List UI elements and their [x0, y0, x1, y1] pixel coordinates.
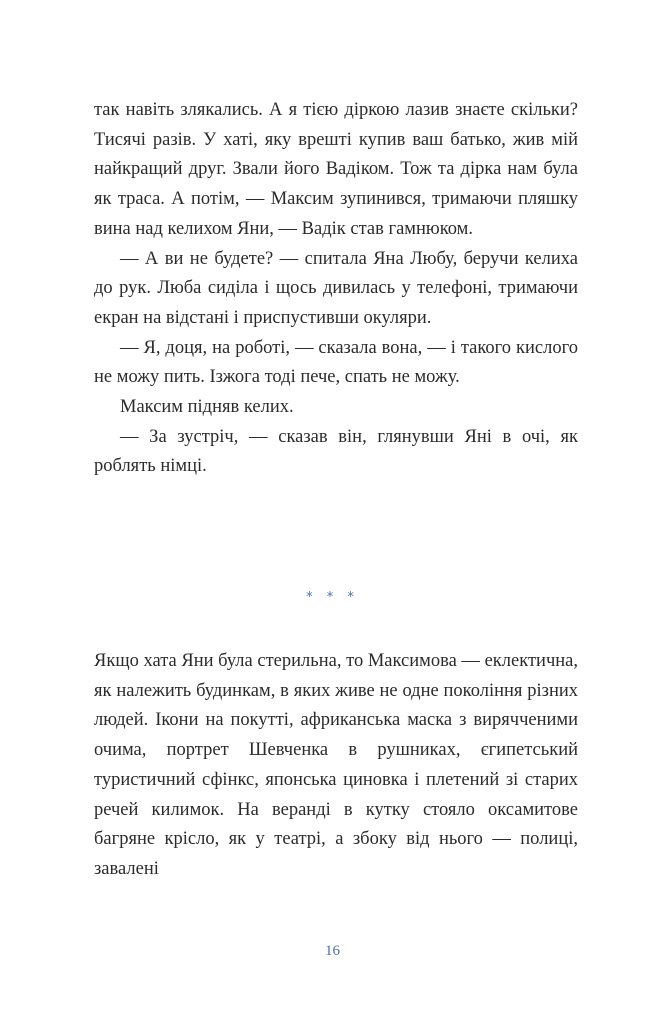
paragraph-dialogue-1: — А ви не будете? — спитала Яна Любу, беручи келиха до рук. Люба сиділа і щось дивилась у телефоні, тримаючи екран на відстані і приспустивши окуляри.	[94, 248, 578, 328]
paragraph-action: Максим підняв келих.	[120, 397, 294, 418]
paragraph-description: Якщо хата Яни була стерильна, то Максимова — еклектична, як належить будинкам, в яких живе не одне покоління різних людей. Ікони на покутті, африканська маска з вирячченими очима, портрет Шевченка в рушниках, єгипетський туристичний сфінкс, японська циновка і плетений зі старих речей килимок. На веранді в кутку стояло оксамитове багряне крісло, як у театрі, а збоку від нього — полиці, завалені	[94, 651, 578, 879]
paragraph-dialogue-3: — За зустріч, — сказав він, глянувши Яні в очі, як роблять німці.	[94, 426, 578, 477]
section-separator: * * *	[306, 590, 359, 605]
text-section-1	[94, 96, 578, 482]
paragraph-continuation: так навіть злякались. А я тією діркою лазив знаєте скільки? Тисячі разів. У хаті, яку врешті купив ваш батько, жив мій найкращий друг. Звали його Вадіком. Тож та дірка нам була як траса. А потім, — Максим зупинився, тримаючи пляшку вина над келихом Яни, — Вадік став гамнюком.	[94, 100, 578, 239]
page-number: 16	[325, 943, 340, 959]
paragraph-dialogue-2: — Я, доця, на роботі, — сказала вона, — і такого кислого не можу пить. Ізжога тоді пече, спать не можу.	[94, 337, 578, 388]
text-section-2	[94, 647, 578, 885]
